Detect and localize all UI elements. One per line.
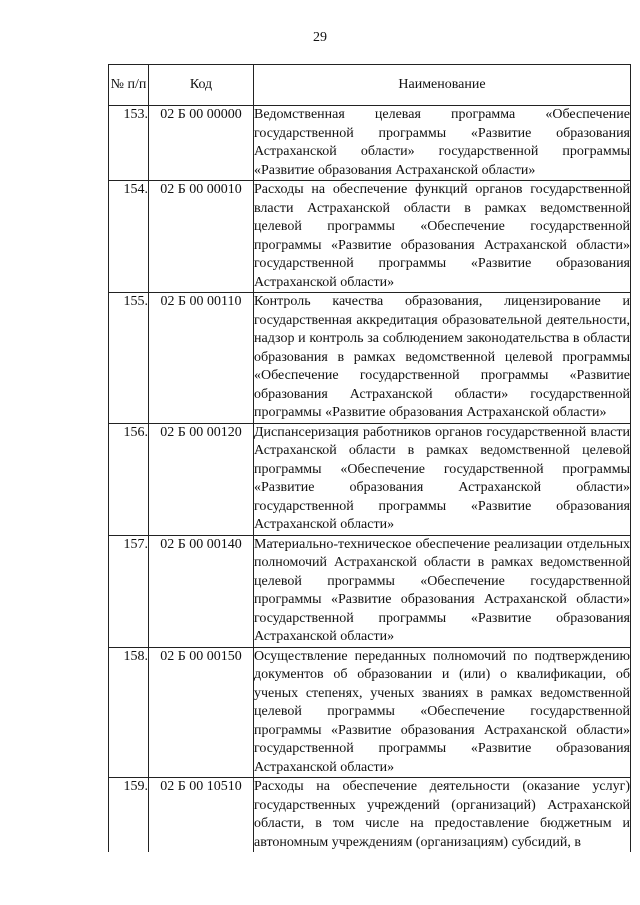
row-code: 02 Б 00 10510 [149, 778, 254, 853]
row-number: 155. [109, 293, 149, 424]
table-row [109, 106, 631, 181]
row-number: 157. [109, 535, 149, 647]
table-header-row [109, 65, 631, 106]
table-row [109, 293, 631, 424]
row-name: Диспансеризация работников органов государственной власти Астраханской области в рамках ведомственной целевой программы «Обеспечение государственной программы «Развитие образования Астраханской области» государственной программы «Развитие образования Астраханской области» [254, 423, 631, 535]
row-code: 02 Б 00 00140 [149, 535, 254, 647]
row-number: 156. [109, 423, 149, 535]
table-row [109, 778, 631, 853]
header-num: № п/п [109, 65, 149, 106]
table-row [109, 647, 631, 778]
row-number: 153. [109, 106, 149, 181]
row-name: Материально-техническое обеспечение реализации отдельных полномочий Астраханской области в рамках ведомственной целевой программы «Обеспечение государственной программы «Развитие образования Астраханской области» государственной программы «Развитие образования Астраханской области» [254, 535, 631, 647]
row-name: Ведомственная целевая программа «Обеспечение государственной программы «Развитие образования Астраханской области» государственной программы «Развитие образования Астраханской области» [254, 106, 631, 181]
table-row [109, 535, 631, 647]
row-name: Расходы на обеспечение деятельности (оказание услуг) государственных учреждений (организаций) Астраханской области, в том числе на предоставление бюджетным и автономным учреждениям (организациям) субсидий, в [254, 778, 631, 853]
row-code: 02 Б 00 00110 [149, 293, 254, 424]
header-code: Код [149, 65, 254, 106]
row-code: 02 Б 00 00150 [149, 647, 254, 778]
budget-code-table [108, 64, 631, 852]
row-name: Расходы на обеспечение функций органов государственной власти Астраханской области в рамках ведомственной целевой программы «Обеспечение государственной программы «Развитие образования Астраханской области» государственной программы «Развитие образования Астраханской области» [254, 181, 631, 293]
header-name: Наименование [254, 65, 631, 106]
row-name: Контроль качества образования, лицензирование и государственная аккредитация образовательной деятельности, надзор и контроль за соблюдением законодательства в области образования в рамках ведомственной целевой программы «Обеспечение государственной программы «Развитие образования Астраханской области» государственной программы «Развитие образования Астраханской области» [254, 293, 631, 424]
table-row [109, 181, 631, 293]
row-code: 02 Б 00 00000 [149, 106, 254, 181]
table-row [109, 423, 631, 535]
row-number: 154. [109, 181, 149, 293]
row-code: 02 Б 00 00120 [149, 423, 254, 535]
page-number: 29 [313, 30, 327, 45]
row-number: 158. [109, 647, 149, 778]
row-number: 159. [109, 778, 149, 853]
row-code: 02 Б 00 00010 [149, 181, 254, 293]
row-name: Осуществление переданных полномочий по подтверждению документов об образовании и (или) о квалификации, об ученых степенях, ученых званиях в рамках ведомственной целевой программы «Обеспечение государственной программы «Развитие образования Астраханской области» государственной программы «Развитие образования Астраханской области» [254, 647, 631, 778]
